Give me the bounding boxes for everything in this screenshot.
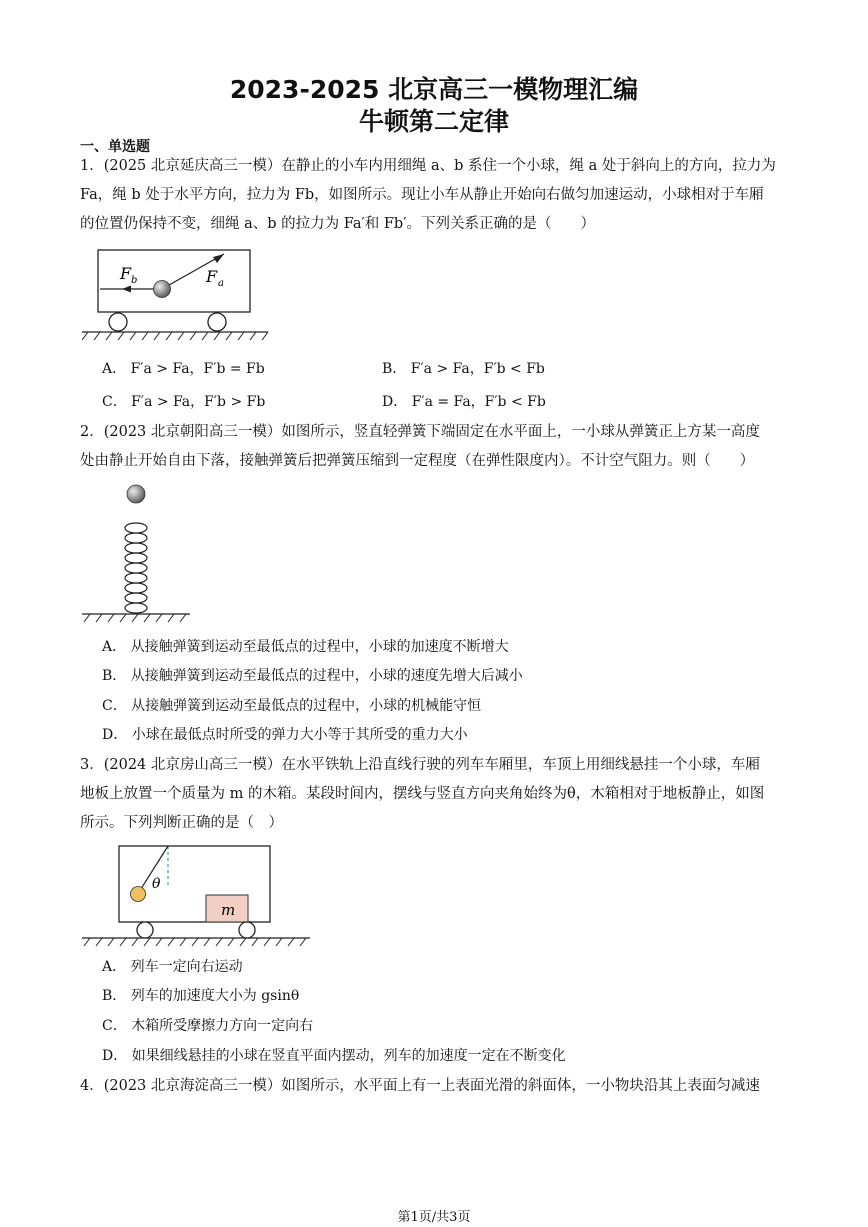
- q3-train-figure: [82, 842, 314, 948]
- q4-text-line: 4．(2023 北京海淀高三一模）如图所示，水平面上有一上表面光滑的斜面体，一小物块沿其上表面匀减速: [80, 1078, 760, 1094]
- q2-option-d: D． 小球在最低点时所受的弹力大小等于其所受的重力大小: [102, 727, 468, 743]
- falling-ball: [127, 485, 145, 503]
- q1-cart-figure: [82, 246, 272, 342]
- ball: [154, 281, 171, 298]
- q3-option-c: C． 木箱所受摩擦力方向一定向右: [102, 1018, 314, 1034]
- q2-text-line: 处由静止开始自由下落，接触弹簧后把弹簧压缩到一定程度（在弹性限度内）。不计空气阻力。则（ ）: [80, 453, 755, 469]
- q1-text-line: 的位置仍保持不变，细绳 a、b 的拉力为 Fa′和 Fb′。下列关系正确的是（ ）: [80, 216, 596, 232]
- pendulum-ball: [131, 887, 146, 902]
- q3-text-line: 地板上放置一个质量为 m 的木箱。某段时间内，摆线与竖直方向夹角始终为θ，木箱相对于地板静止，如图: [80, 786, 765, 802]
- arrow-b-head: [122, 286, 131, 293]
- q1-option-d: D． F′a = Fa，F′b < Fb: [382, 394, 546, 410]
- q1-option-c: C． F′a > Fa，F′b > Fb: [102, 394, 266, 410]
- q2-option-b: B． 从接触弹簧到运动至最低点的过程中，小球的速度先增大后减小: [102, 668, 523, 684]
- q3-text-line: 所示。下列判断正确的是（ ）: [80, 815, 283, 831]
- ground-hatch: [82, 332, 268, 340]
- ground-hatch: [84, 938, 306, 946]
- q1-text-line: 1．(2025 北京延庆高三一模）在静止的小车内用细绳 a、b 系住一个小球，绳 a 处于斜向上的方向，拉力为: [80, 158, 776, 174]
- train-wheel-right: [239, 922, 255, 938]
- train-wheel-left: [137, 922, 153, 938]
- label-theta: θ: [152, 876, 161, 892]
- q3-text-line: 3．(2024 北京房山高三一模）在水平铁轨上沿直线行驶的列车车厢里，车顶上用细线悬挂一个小球，车厢: [80, 757, 760, 773]
- label-fa: F: [206, 267, 218, 286]
- page-footer: 第1页/共3页: [397, 1210, 471, 1225]
- q1-option-a: A． F′a > Fa，F′b = Fb: [102, 361, 265, 377]
- q2-option-a: A． 从接触弹簧到运动至最低点的过程中，小球的加速度不断增大: [102, 639, 509, 655]
- document-subtitle: 牛顿第二定律: [358, 107, 509, 136]
- cart-wheel-right: [208, 313, 226, 331]
- q1-option-b: B． F′a > Fa，F′b < Fb: [382, 361, 545, 377]
- q3-option-d: D． 如果细线悬挂的小球在竖直平面内摆动，列车的加速度一定在不断变化: [102, 1048, 566, 1064]
- q3-option-b: B． 列车的加速度大小为 gsinθ: [102, 988, 300, 1004]
- arrow-a-head: [213, 254, 224, 263]
- label-fb: F: [120, 264, 132, 283]
- label-mass: m: [221, 901, 236, 919]
- cart-wheel-left: [109, 313, 127, 331]
- document-title: 2023-2025 北京高三一模物理汇编: [229, 75, 639, 104]
- ground-hatch: [84, 614, 186, 622]
- q2-text-line: 2．(2023 北京朝阳高三一模）如图所示，竖直轻弹簧下端固定在水平面上，一小球从弹簧正上方某一高度: [80, 424, 760, 440]
- q1-text-line: Fa，绳 b 处于水平方向，拉力为 Fb，如图所示。现让小车从静止开始向右做匀加速运动，小球相对于车厢: [80, 187, 764, 203]
- label-fb-sub: b: [131, 275, 138, 286]
- section-heading: 一、单选题: [80, 139, 150, 155]
- spring-coils: [125, 523, 147, 613]
- label-fa-sub: a: [218, 278, 224, 289]
- q2-spring-figure: [82, 480, 194, 628]
- q2-option-c: C． 从接触弹簧到运动至最低点的过程中，小球的机械能守恒: [102, 698, 482, 714]
- q3-option-a: A． 列车一定向右运动: [102, 959, 243, 975]
